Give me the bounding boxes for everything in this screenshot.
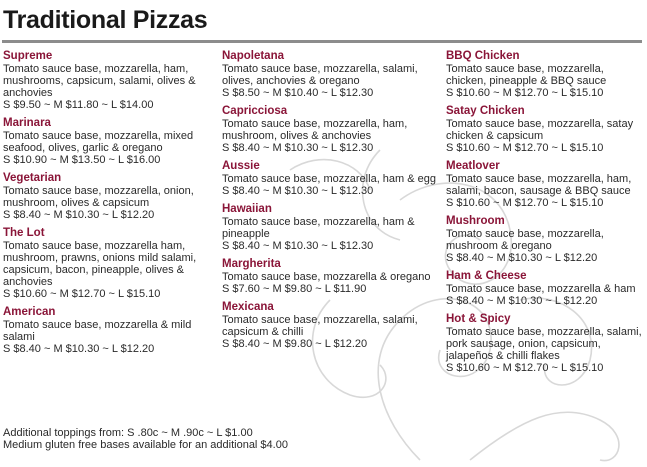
pizza-description: Tomato sauce base, mozzarella, ham, salami, bacon, sausage & BBQ sauce	[446, 173, 632, 197]
additional-toppings-note: Additional toppings from: S .80c ~ M .90c ~ L $1.00	[3, 427, 253, 439]
title-divider	[2, 40, 642, 43]
menu-column-3	[446, 50, 646, 380]
pizza-price: S $10.90 ~ M $13.50 ~ L $16.00	[3, 154, 161, 166]
pizza-name: Mushroom	[446, 215, 505, 227]
pizza-price: S $10.60 ~ M $12.70 ~ L $15.10	[446, 87, 604, 99]
menu-item	[3, 306, 218, 355]
pizza-price: S $8.40 ~ M $10.30 ~ L $12.20	[3, 343, 155, 355]
pizza-price: S $8.50 ~ M $10.40 ~ L $12.30	[222, 87, 374, 99]
pizza-name: Supreme	[3, 50, 53, 62]
pizza-description: Tomato sauce base, mozzarella, salami, olives, anchovies & oregano	[222, 63, 418, 87]
menu-item	[3, 50, 218, 111]
pizza-description: Tomato sauce base, mozzarella & oregano	[222, 271, 431, 283]
menu-footer	[3, 427, 403, 451]
menu-item	[446, 105, 646, 154]
menu-item	[446, 313, 646, 374]
pizza-description: Tomato sauce base, mozzarella, ham & pineapple	[222, 216, 415, 240]
pizza-price: S $8.40 ~ M $10.30 ~ L $12.20	[446, 295, 598, 307]
pizza-description: Tomato sauce base, mozzarella, salami, capsicum & chilli	[222, 314, 418, 338]
pizza-price: S $10.60 ~ M $12.70 ~ L $15.10	[446, 197, 604, 209]
menu-item	[446, 160, 646, 209]
pizza-name: Hawaiian	[222, 203, 272, 215]
pizza-price: S $10.60 ~ M $12.70 ~ L $15.10	[3, 288, 161, 300]
menu-item	[3, 172, 218, 221]
pizza-name: Ham & Cheese	[446, 270, 527, 282]
pizza-description: Tomato sauce base, mozzarella, chicken, pineapple & BBQ sauce	[446, 63, 607, 87]
menu-item	[222, 203, 442, 252]
pizza-name: Margherita	[222, 258, 281, 270]
pizza-name: Aussie	[222, 160, 260, 172]
pizza-name: Napoletana	[222, 50, 284, 62]
pizza-price: S $10.60 ~ M $12.70 ~ L $15.10	[446, 362, 604, 374]
pizza-description: Tomato sauce base, mozzarella, salami, pork sausage, onion, capsicum, jalapeños & chilli flakes	[446, 326, 642, 362]
pizza-name: American	[3, 306, 56, 318]
pizza-name: Marinara	[3, 117, 51, 129]
pizza-name: BBQ Chicken	[446, 50, 520, 62]
pizza-description: Tomato sauce base, mozzarella, mushroom & oregano	[446, 228, 604, 252]
menu-column-1	[3, 50, 218, 361]
menu-item	[3, 117, 218, 166]
menu-item	[222, 50, 442, 99]
pizza-name: Vegetarian	[3, 172, 62, 184]
pizza-name: Hot & Spicy	[446, 313, 511, 325]
pizza-price: S $8.40 ~ M $10.30 ~ L $12.20	[446, 252, 598, 264]
pizza-description: Tomato sauce base, mozzarella, onion, mushroom, olives & capsicum	[3, 185, 194, 209]
pizza-price: S $8.40 ~ M $9.80 ~ L $12.20	[222, 338, 368, 350]
page-title: Traditional Pizzas	[3, 6, 208, 34]
pizza-price: S $8.40 ~ M $10.30 ~ L $12.30	[222, 185, 374, 197]
pizza-price: S $8.40 ~ M $10.30 ~ L $12.30	[222, 240, 374, 252]
pizza-description: Tomato sauce base, mozzarella & ham	[446, 283, 636, 295]
pizza-price: S $8.40 ~ M $10.30 ~ L $12.30	[222, 142, 374, 154]
menu-item	[222, 301, 442, 350]
menu-item	[222, 160, 442, 197]
gluten-free-note: Medium gluten free bases available for an additional $4.00	[3, 439, 288, 451]
pizza-description: Tomato sauce base, mozzarella, mixed seafood, olives, garlic & oregano	[3, 130, 194, 154]
pizza-name: The Lot	[3, 227, 45, 239]
pizza-description: Tomato sauce base, mozzarella & mild salami	[3, 319, 192, 343]
pizza-price: S $7.60 ~ M $9.80 ~ L $11.90	[222, 283, 367, 295]
pizza-description: Tomato sauce base, mozzarella, ham, mushroom, olives & anchovies	[222, 118, 408, 142]
pizza-description: Tomato sauce base, mozzarella ham, mushroom, prawns, onions mild salami, capsicum, bacon, pineapple, olives & anchovies	[3, 240, 197, 288]
menu-item	[446, 215, 646, 264]
pizza-description: Tomato sauce base, mozzarella, satay chicken & capsicum	[446, 118, 634, 142]
pizza-name: Meatlover	[446, 160, 500, 172]
pizza-price: S $8.40 ~ M $10.30 ~ L $12.20	[3, 209, 155, 221]
menu-item	[222, 258, 442, 295]
pizza-description: Tomato sauce base, mozzarella, ham, mushrooms, capsicum, salami, olives & anchovies	[3, 63, 196, 99]
pizza-price: S $10.60 ~ M $12.70 ~ L $15.10	[446, 142, 604, 154]
pizza-name: Capricciosa	[222, 105, 288, 117]
menu-item	[3, 227, 218, 300]
menu-item	[222, 105, 442, 154]
menu-item	[446, 50, 646, 99]
menu-column-2	[222, 50, 442, 356]
pizza-name: Mexicana	[222, 301, 274, 313]
pizza-price: S $9.50 ~ M $11.80 ~ L $14.00	[3, 99, 154, 111]
pizza-name: Satay Chicken	[446, 105, 525, 117]
pizza-description: Tomato sauce base, mozzarella, ham & egg	[222, 173, 437, 185]
menu-item	[446, 270, 646, 307]
